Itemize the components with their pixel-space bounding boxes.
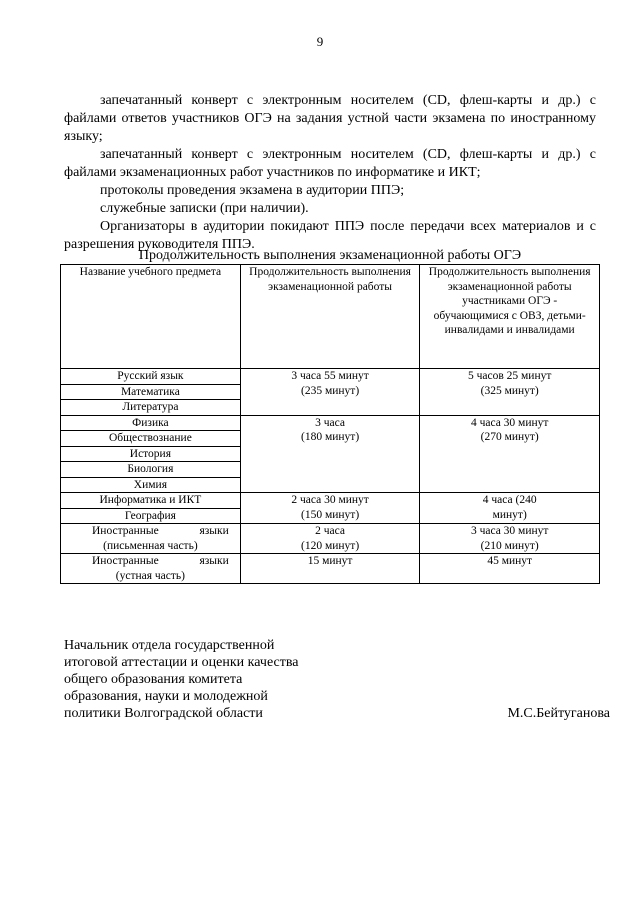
duration-cell bbox=[240, 415, 420, 493]
paragraph-organizers: Организаторы в аудитории покидают ППЭ после передачи всех материалов и с разрешения руководителя ППЭ. bbox=[64, 219, 596, 252]
duration-ovz-cell bbox=[420, 415, 600, 493]
subject-cell: Физика bbox=[61, 415, 241, 431]
duration-table bbox=[60, 264, 600, 584]
subject-name-word: языки bbox=[199, 525, 229, 537]
subject-cell bbox=[61, 554, 241, 584]
header-duration: Продолжительность выполнения экзаменационной работы bbox=[240, 265, 420, 369]
duration-ovz-cell bbox=[420, 493, 600, 524]
table-row bbox=[61, 554, 600, 584]
duration-cell bbox=[240, 554, 420, 584]
body-text bbox=[64, 92, 596, 254]
table-row bbox=[61, 524, 600, 554]
page-number: 9 bbox=[316, 34, 324, 49]
signature-title-line: итоговой аттестации и оценки качества bbox=[64, 655, 299, 670]
duration-text: 3 часа 55 минут bbox=[291, 370, 369, 382]
duration-text: 2 часа 30 минут bbox=[291, 494, 369, 506]
signature-block bbox=[64, 637, 610, 722]
subject-cell: Литература bbox=[61, 400, 241, 416]
subject-cell: Математика bbox=[61, 384, 241, 400]
table-header-row bbox=[61, 265, 600, 369]
paragraph-service-notes: служебные записки (при наличии). bbox=[100, 201, 309, 216]
duration-ovz-text: 4 часа (240 bbox=[482, 494, 537, 506]
duration-ovz-cell bbox=[420, 554, 600, 584]
duration-minutes: (180 минут) bbox=[301, 431, 360, 443]
duration-ovz-text: 45 минут bbox=[487, 555, 533, 567]
signature-last-line bbox=[64, 705, 610, 722]
table-row bbox=[61, 415, 600, 431]
subject-cell: Информатика и ИКТ bbox=[61, 493, 241, 509]
duration-cell bbox=[240, 493, 420, 524]
duration-text: 2 часа bbox=[315, 525, 346, 537]
signature-title-line: образования, науки и молодежной bbox=[64, 689, 268, 704]
signature-title-line: общего образования комитета bbox=[64, 672, 243, 687]
duration-minutes: (120 минут) bbox=[301, 539, 360, 552]
subject-name-word: Иностранные bbox=[92, 555, 159, 567]
subject-name-pair bbox=[64, 554, 237, 569]
paragraph-envelope-informatics: запечатанный конверт с электронным носителем (CD, флеш-карты и др.) с файлами экзаменационных работ участников по информатике и ИКТ; bbox=[64, 147, 596, 180]
table-row bbox=[61, 369, 600, 385]
signature-title-line: Начальник отдела государственной bbox=[64, 638, 275, 653]
duration-ovz-cell bbox=[420, 524, 600, 554]
duration-cell bbox=[240, 369, 420, 416]
duration-text: 3 часа bbox=[315, 416, 346, 429]
subject-cell: География bbox=[61, 508, 241, 524]
subject-cell: История bbox=[61, 446, 241, 462]
duration-ovz-minutes: (270 минут) bbox=[480, 431, 539, 443]
duration-ovz-minutes: (325 минут) bbox=[480, 384, 539, 397]
duration-minutes: (235 минут) bbox=[301, 384, 360, 397]
duration-ovz-minutes: (210 минут) bbox=[480, 539, 539, 552]
table-caption: Продолжительность выполнения экзаменационной работы ОГЭ bbox=[138, 248, 522, 263]
subject-part: (устная часть) bbox=[115, 569, 185, 582]
subject-name-pair bbox=[64, 524, 237, 539]
duration-ovz-minutes: минут) bbox=[492, 508, 527, 521]
subject-cell: Биология bbox=[61, 462, 241, 478]
duration-minutes: (150 минут) bbox=[301, 508, 360, 521]
subject-name-word: Иностранные bbox=[92, 525, 159, 537]
duration-ovz-cell bbox=[420, 369, 600, 416]
paragraph-protocols: протоколы проведения экзамена в аудитории ППЭ; bbox=[100, 183, 405, 198]
duration-ovz-text: 4 часа 30 минут bbox=[470, 416, 549, 429]
signatory-name: М.С.Бейтуганова bbox=[507, 706, 610, 721]
duration-text: 15 минут bbox=[307, 555, 353, 567]
header-subject: Название учебного предмета bbox=[61, 265, 241, 369]
subject-cell: Химия bbox=[61, 477, 241, 493]
subject-part: (письменная часть) bbox=[103, 539, 198, 552]
header-duration-ovz: Продолжительность выполнения экзаменационной работы участниками ОГЭ - обучающимися с ОВЗ, детьми-инвалидами и инвалидами bbox=[420, 265, 600, 369]
table-row bbox=[61, 493, 600, 509]
duration-ovz-text: 5 часов 25 минут bbox=[467, 370, 552, 382]
subject-cell: Русский язык bbox=[61, 369, 241, 385]
subject-cell: Обществознание bbox=[61, 431, 241, 447]
paragraph-envelope-language: запечатанный конверт с электронным носителем (CD, флеш-карты и др.) с файлами ответов участников ОГЭ на задания устной части экзамена по иностранному языку; bbox=[64, 93, 596, 144]
duration-ovz-text: 3 часа 30 минут bbox=[470, 525, 549, 537]
subject-cell bbox=[61, 524, 241, 554]
signature-title-line: политики Волгоградской области bbox=[64, 706, 263, 721]
subject-name-word: языки bbox=[199, 555, 229, 567]
duration-cell bbox=[240, 524, 420, 554]
